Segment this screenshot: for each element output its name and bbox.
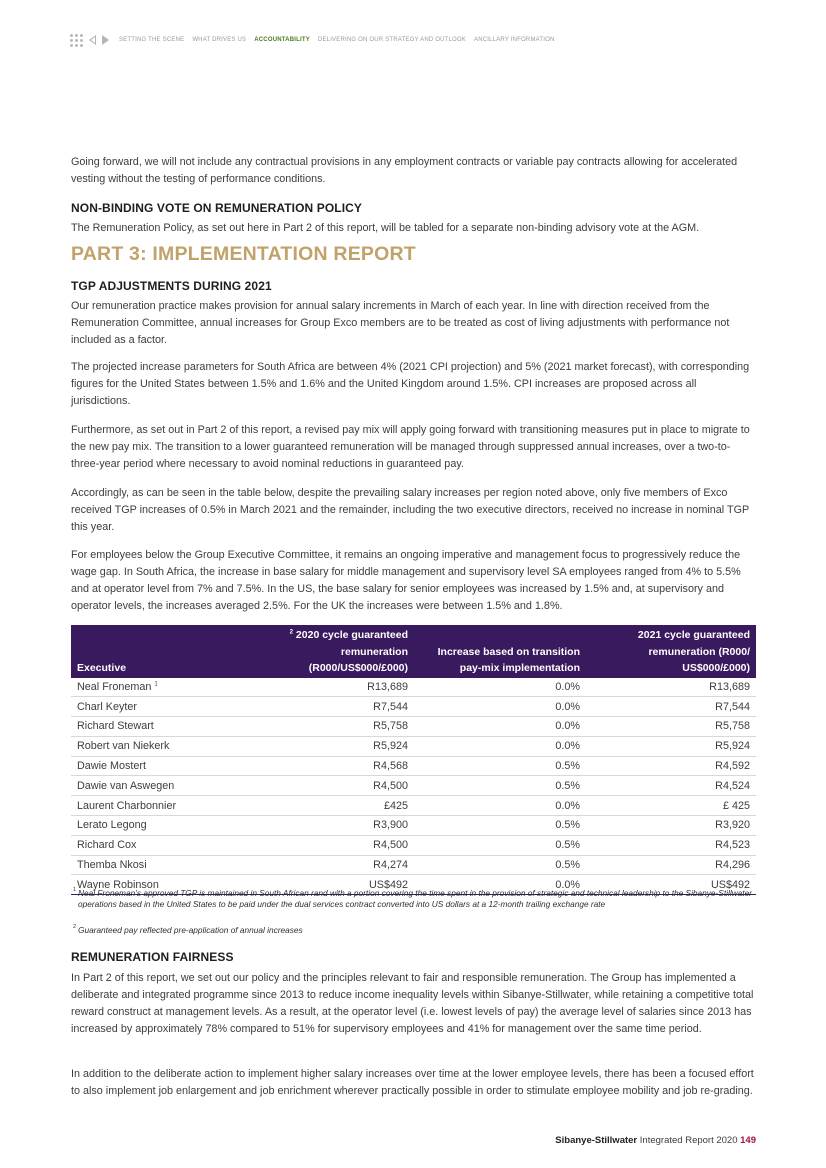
increase-cell: 0.0% — [414, 678, 586, 697]
table-row — [71, 796, 756, 816]
prev-remuneration-cell: R13,689 — [276, 678, 414, 697]
executive-name: Richard Cox — [71, 835, 276, 855]
current-remuneration-cell: R5,924 — [586, 736, 756, 756]
prev-remuneration-cell: R4,500 — [276, 835, 414, 855]
prev-remuneration-cell: R5,924 — [276, 736, 414, 756]
previous-page-icon[interactable] — [89, 35, 96, 45]
menu-grid-icon[interactable] — [70, 34, 83, 47]
increase-cell: 0.0% — [414, 697, 586, 717]
executive-name: Charl Keyter — [71, 697, 276, 717]
prev-remuneration-cell: R4,568 — [276, 756, 414, 776]
tgp-table — [71, 625, 756, 895]
header-increase: Increase based on transition pay-mix implementation — [437, 645, 580, 674]
current-remuneration-cell: R7,544 — [586, 697, 756, 717]
table-row — [71, 697, 756, 717]
increase-cell: 0.5% — [414, 835, 586, 855]
page-number: 149 — [740, 1135, 756, 1146]
current-remuneration-cell: R4,524 — [586, 776, 756, 796]
prev-remuneration-cell: R5,758 — [276, 717, 414, 737]
nav-link-setting-the-scene[interactable]: SETTING THE SCENE — [119, 37, 185, 43]
table-row — [71, 835, 756, 855]
table-row — [71, 717, 756, 737]
part3-title: PART 3: IMPLEMENTATION REPORT — [71, 243, 416, 265]
executive-name: Neal Froneman $^1$ — [71, 678, 276, 697]
increase-cell: 0.5% — [414, 776, 586, 796]
increase-cell: 0.0% — [414, 717, 586, 737]
footnote-2: 2 Guaranteed pay reflected pre-application of annual increases — [73, 924, 303, 935]
executive-name: Robert van Niekerk — [71, 736, 276, 756]
top-navigation — [70, 32, 563, 48]
fairness-paragraph: In addition to the deliberate action to implement higher salary increases over time at the lower employee levels, there has been a focused effort to also implement job enlargement and job enrichment wherever practically possible in order to stimulate employee mobility and job re-grading. — [71, 1068, 754, 1097]
header-2020-remuneration: $^2$ 2020 cycle guaranteed remuneration (R000/US$000/£000) — [289, 629, 408, 674]
vote-paragraph: The Remuneration Policy, as set out here in Part 2 of this report, will be tabled for a separate non-binding advisory vote at the AGM. — [71, 222, 700, 234]
tgp-paragraph: For employees below the Group Executive Committee, it remains an ongoing imperative and management focus to progressively reduce the wage gap. In South Africa, the increase in base salary for middle management and supervisory level SA employees ranged from 4% to 5.5% and at operator level from 7% and 7.5%. In the US, the base salary for senior employees was increased by 1.5% and, at supervisory and operator levels, the increases averaged 2.5%. For the UK the increases were between 1.5% and 1.8%. — [71, 549, 741, 612]
table-row — [71, 756, 756, 776]
executive-name: Dawie Mostert — [71, 756, 276, 776]
prev-remuneration-cell: R4,274 — [276, 855, 414, 875]
increase-cell: 0.5% — [414, 855, 586, 875]
table-row — [71, 776, 756, 796]
prev-remuneration-cell: US$492 — [276, 875, 414, 895]
increase-cell: 0.0% — [414, 875, 586, 895]
header-2021-remuneration: 2021 cycle guaranteed remuneration (R000/ US$000/£000) — [637, 629, 750, 674]
increase-cell: 0.5% — [414, 756, 586, 776]
prev-remuneration-cell: R7,544 — [276, 697, 414, 717]
fairness-heading: REMUNERATION FAIRNESS — [71, 950, 234, 964]
increase-cell: 0.5% — [414, 816, 586, 836]
footnote-mark: 1 — [154, 681, 158, 688]
nav-link-ancillary-information[interactable]: ANCILLARY INFORMATION — [474, 37, 555, 43]
header-executive: Executive — [77, 662, 127, 674]
increase-cell: 0.0% — [414, 796, 586, 816]
nav-link-delivering-strategy[interactable]: DELIVERING ON OUR STRATEGY AND OUTLOOK — [317, 37, 466, 43]
executive-name: Laurent Charbonnier — [71, 796, 276, 816]
page-footer — [555, 1135, 756, 1146]
intro-paragraph: Going forward, we will not include any contractual provisions in any employment contracts or variable pay contracts allowing for accelerated vesting without the testing of performance conditions. — [71, 156, 738, 185]
current-remuneration-cell: R3,920 — [586, 816, 756, 836]
fairness-paragraph: In Part 2 of this report, we set out our policy and the principles relevant to fair and responsible remuneration. The Group has implemented a deliberate and integrated programme since 2013 to reduce income inequality levels within Sibanye-Stillwater, while retaining a competitive total reward construct at management levels. As a result, at the operator level (i.e. lowest levels of pay) the average level of salaries since 2013 has increased by approximately 78% compared to 51% for supervisory employees and 41% for management over the same time period. — [71, 972, 754, 1035]
footnote-1: 1 Neal Froneman’s approved TGP is maintained in South African rand with a portion covering the time spent in the provision of strategic and technical leadership to the Sibanye-Stillwater operations based in the United States to be paid under the dual services contract converted into US dollars at a 12-month trailing exchange rate — [73, 887, 752, 909]
increase-cell: 0.0% — [414, 736, 586, 756]
table-row — [71, 736, 756, 756]
tgp-paragraph: Our remuneration practice makes provision for annual salary increments in March of each year. In line with direction received from the Remuneration Committee, annual increases for Group Exco members are to be treated as cost of living adjustments with performance not included as a factor. — [71, 300, 730, 346]
tgp-heading: TGP ADJUSTMENTS DURING 2021 — [71, 279, 272, 293]
executive-name: Wayne Robinson — [71, 875, 276, 895]
prev-remuneration-cell: R4,500 — [276, 776, 414, 796]
footer-company: Sibanye-Stillwater — [555, 1135, 638, 1146]
current-remuneration-cell: £ 425 — [586, 796, 756, 816]
nav-link-accountability[interactable]: ACCOUNTABILITY — [254, 37, 310, 43]
current-remuneration-cell: R13,689 — [586, 678, 756, 697]
executive-name: Dawie van Aswegen — [71, 776, 276, 796]
nav-link-what-drives-us[interactable]: WHAT DRIVES US — [192, 37, 247, 43]
tgp-paragraph: The projected increase parameters for South Africa are between 4% (2021 CPI projection) and 5% (2021 market forecast), with corresponding figures for the United States between 1.5% and 1.6% and the United Kingdom around 1.5%. CPI increases are proposed across all jurisdictions. — [71, 361, 750, 407]
current-remuneration-cell: R4,523 — [586, 835, 756, 855]
executive-name: Lerato Legong — [71, 816, 276, 836]
vote-heading: NON-BINDING VOTE ON REMUNERATION POLICY — [71, 201, 363, 215]
current-remuneration-cell: R4,296 — [586, 855, 756, 875]
current-remuneration-cell: R4,592 — [586, 756, 756, 776]
tgp-paragraph: Furthermore, as set out in Part 2 of this report, a revised pay mix will apply going forward with transitioning measures put in place to migrate to the new pay mix. The transition to a lower guaranteed remuneration will be managed through suppressed annual increases, over a two-to-three-year period where necessary to avoid nominal reductions in guaranteed pay. — [71, 424, 750, 470]
tgp-paragraph: Accordingly, as can be seen in the table below, despite the prevailing salary increases per region noted above, only five members of Exco received TGP increases of 0.5% in March 2021 and the remainder, including the two executive directors, received no increase in nominal TGP this year. — [71, 487, 749, 533]
current-remuneration-cell: US$492 — [586, 875, 756, 895]
table-row — [71, 678, 756, 697]
prev-remuneration-cell: £425 — [276, 796, 414, 816]
next-page-icon[interactable] — [102, 35, 109, 45]
executive-name: Themba Nkosi — [71, 855, 276, 875]
table-header-row — [71, 625, 756, 678]
current-remuneration-cell: R5,758 — [586, 717, 756, 737]
prev-remuneration-cell: R3,900 — [276, 816, 414, 836]
executive-name: Richard Stewart — [71, 717, 276, 737]
footer-report: Integrated Report 2020 — [639, 1135, 738, 1146]
table-row — [71, 855, 756, 875]
table-row — [71, 816, 756, 836]
